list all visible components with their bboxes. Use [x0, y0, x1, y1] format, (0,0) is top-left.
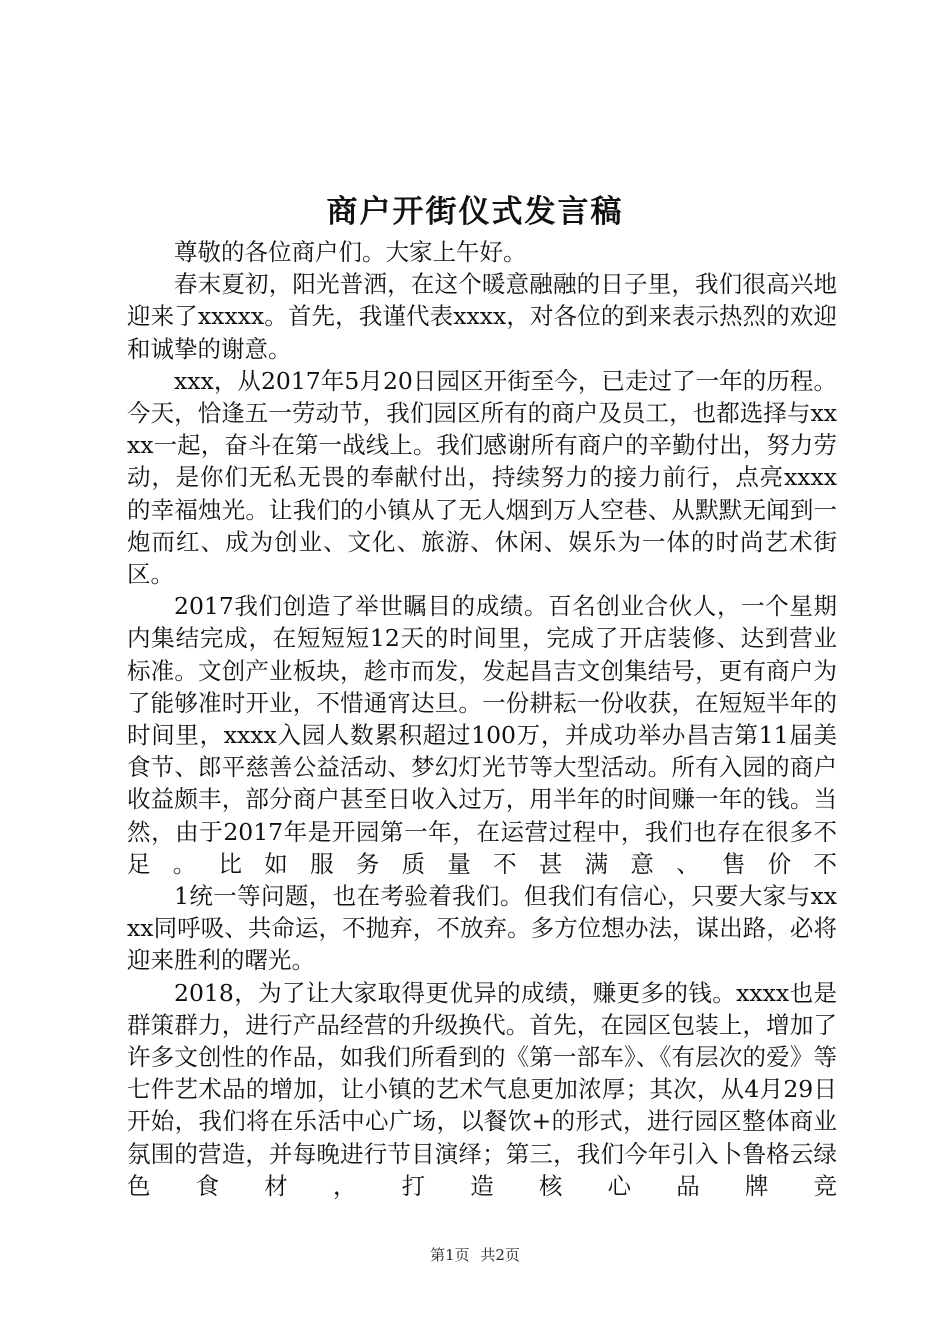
page-total: 共2页 [480, 1246, 520, 1264]
page-footer [0, 1244, 950, 1265]
paragraph-2018-plans: 2018，为了让大家取得更优异的成绩，赚更多的钱。xxxx也是群策群力，进行产品经营的升级换代。首先，在园区包装上，增加了许多文创性的作品，如我们所看到的《第一部车》、《有层次的爱》等七件艺术品的增加，让小镇的艺术气息更加浓厚；其次，从4月29日开始，我们将在乐活中心广场，以餐饮+的形式，进行园区整体商业氛围的营造，并每晚进行节目演绎；第三，我们今年引入卜鲁格云绿色食材，打造核心品牌竞 [127, 978, 837, 1200]
document-title: 商户开街仪式发言稿 [326, 194, 624, 230]
paragraph-greeting: 尊敬的各位商户们。大家上午好。 [174, 238, 527, 266]
paragraph-welcome: 春末夏初，阳光普洒，在这个暖意融融的日子里，我们很高兴地迎来了xxxxx。首先，我谨代表xxxx，对各位的到来表示热烈的欢迎和诚挚的谢意。 [127, 270, 837, 363]
paragraph-history: xxx，从2017年5月20日园区开街至今，已走过了一年的历程。今天，恰逢五一劳动节，我们园区所有的商户及员工，也都选择与xxxx一起，奋斗在第一战线上。我们感谢所有商户的辛勤付出，努力劳动，是你们无私无畏的奉献付出，持续努力的接力前行，点亮xxxx的幸福烛光。让我们的小镇从了无人烟到万人空巷、从默默无闻到一炮而红、成为创业、文化、旅游、休闲、娱乐为一体的时尚艺术街区。 [127, 366, 837, 589]
document-body [127, 236, 837, 1202]
paragraph-achievements: 2017我们创造了举世瞩目的成绩。百名创业合伙人，一个星期内集结完成，在短短短12天的时间里，完成了开店装修、达到营业标准。文创产业板块，趁市而发，发起昌吉文创集结号，更有商户为了能够准时开业，不惜通宵达旦。一份耕耘一份收获，在短短半年的时间里，xxxx入园人数累积超过100万，并成功举办昌吉第11届美食节、郎平慈善公益活动、梦幻灯光节等大型活动。所有入园的商户收益颇丰，部分商户甚至日收入过万，用半年的时间赚一年的钱。当然，由于2017年是开园第一年，在运营过程中，我们也存在很多不足。比如服务质量不甚满意、售价不 [127, 592, 837, 878]
paragraph-challenges: 1统一等问题，也在考验着我们。但我们有信心，只要大家与xxxx同呼吸、共命运，不抛弃，不放弃。多方位想办法，谋出路，必将迎来胜利的曙光。 [127, 882, 837, 975]
page-number: 第1页 [430, 1246, 470, 1264]
